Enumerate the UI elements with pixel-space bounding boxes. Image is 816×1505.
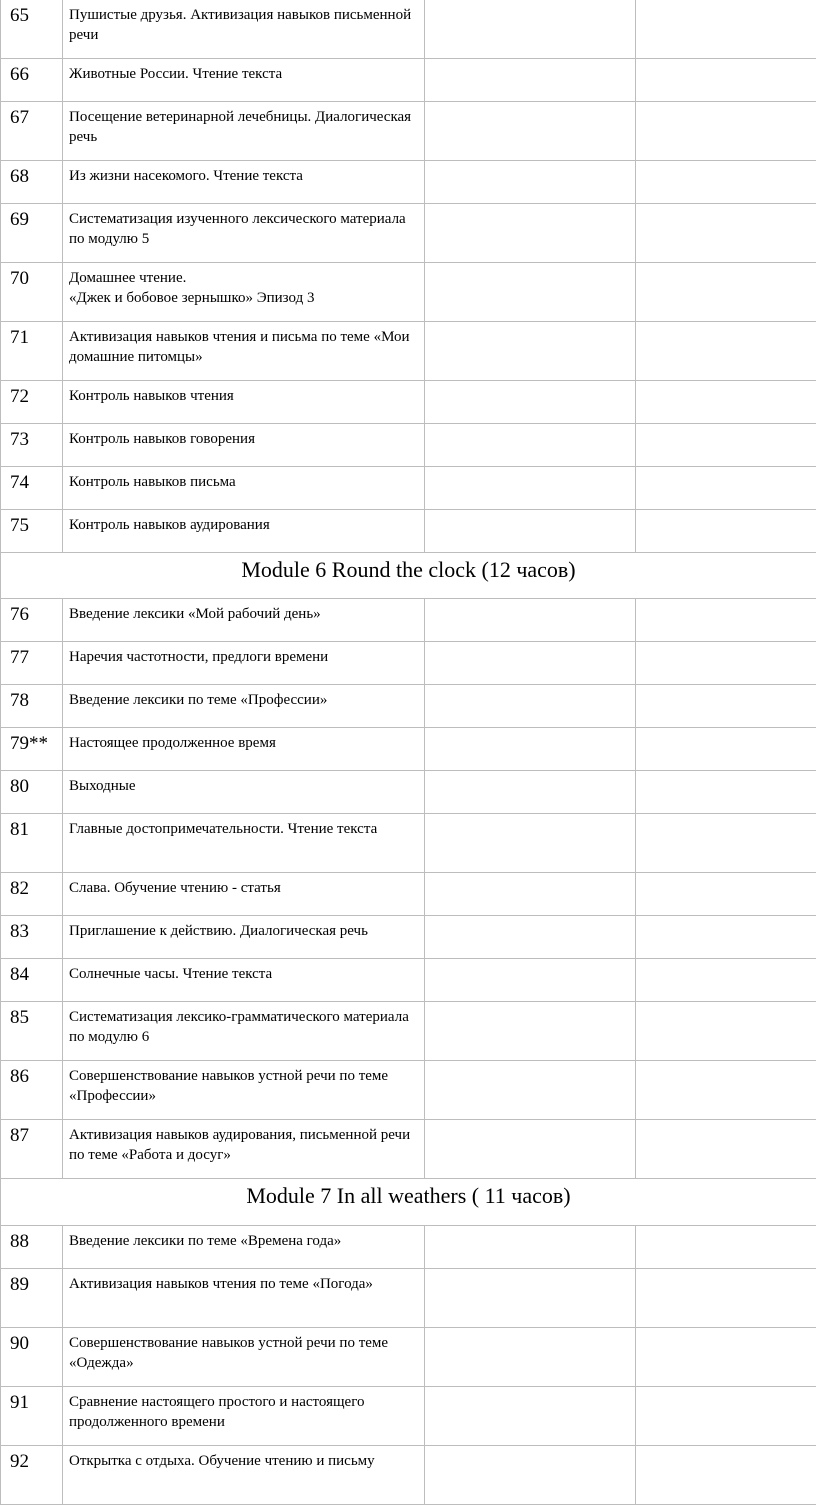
lesson-topic: Введение лексики по теме «Профессии»: [63, 685, 425, 728]
lesson-empty-cell: [636, 685, 816, 728]
lesson-topic: Пушистые друзья. Активизация навыков письменной речи: [63, 0, 425, 59]
lesson-row: [1, 204, 816, 263]
lesson-number: 78: [1, 685, 63, 728]
lesson-empty-cell: [636, 322, 816, 381]
lesson-row: [1, 599, 816, 642]
lesson-topic: Систематизация изученного лексического материала по модулю 5: [63, 204, 425, 263]
lesson-empty-cell: [636, 1120, 816, 1179]
lesson-row: [1, 322, 816, 381]
lesson-row: [1, 1387, 816, 1446]
lesson-empty-cell: [636, 959, 816, 1002]
lesson-empty-cell: [636, 102, 816, 161]
lesson-topic: Приглашение к действию. Диалогическая речь: [63, 916, 425, 959]
lesson-topic: Выходные: [63, 771, 425, 814]
lesson-topic: Главные достопримечательности. Чтение текста: [63, 814, 425, 873]
lesson-empty-cell: [636, 1226, 816, 1269]
lesson-topic: Животные России. Чтение текста: [63, 59, 425, 102]
lesson-empty-cell: [425, 424, 636, 467]
lesson-row: [1, 263, 816, 322]
lesson-topic: Введение лексики «Мой рабочий день»: [63, 599, 425, 642]
lesson-empty-cell: [425, 263, 636, 322]
lesson-number: 76: [1, 599, 63, 642]
lesson-number: 74: [1, 467, 63, 510]
lesson-topic: Введение лексики по теме «Времена года»: [63, 1226, 425, 1269]
lesson-row: [1, 728, 816, 771]
lesson-empty-cell: [425, 1002, 636, 1061]
lesson-row: [1, 424, 816, 467]
lesson-empty-cell: [425, 728, 636, 771]
lesson-topic: Активизация навыков чтения и письма по теме «Мои домашние питомцы»: [63, 322, 425, 381]
lesson-empty-cell: [636, 1328, 816, 1387]
lesson-empty-cell: [425, 467, 636, 510]
lesson-topic: Наречия частотности, предлоги времени: [63, 642, 425, 685]
lesson-number: 81: [1, 814, 63, 873]
lesson-row: [1, 0, 816, 59]
lesson-number: 65: [1, 0, 63, 59]
lesson-row: [1, 510, 816, 553]
lesson-empty-cell: [636, 161, 816, 204]
lesson-number: 89: [1, 1269, 63, 1328]
lesson-number: 87: [1, 1120, 63, 1179]
lesson-row: [1, 642, 816, 685]
lesson-row: [1, 381, 816, 424]
lesson-number: 83: [1, 916, 63, 959]
lesson-empty-cell: [425, 1269, 636, 1328]
lesson-empty-cell: [636, 381, 816, 424]
lesson-number: 79**: [1, 728, 63, 771]
lesson-empty-cell: [425, 685, 636, 728]
lesson-topic: Активизация навыков чтения по теме «Погода»: [63, 1269, 425, 1328]
lesson-empty-cell: [636, 1061, 816, 1120]
lesson-empty-cell: [425, 59, 636, 102]
lesson-empty-cell: [425, 381, 636, 424]
lesson-number: 73: [1, 424, 63, 467]
lesson-row: [1, 814, 816, 873]
lesson-empty-cell: [425, 0, 636, 59]
lesson-empty-cell: [636, 1002, 816, 1061]
lesson-row: [1, 102, 816, 161]
lesson-empty-cell: [636, 59, 816, 102]
lesson-row: [1, 916, 816, 959]
lesson-empty-cell: [636, 916, 816, 959]
lesson-empty-cell: [425, 1120, 636, 1179]
lesson-row: [1, 959, 816, 1002]
lesson-number: 92: [1, 1446, 63, 1505]
lesson-number: 71: [1, 322, 63, 381]
lesson-number: 88: [1, 1226, 63, 1269]
lesson-topic: Из жизни насекомого. Чтение текста: [63, 161, 425, 204]
module-7-header-row: [1, 1179, 816, 1226]
lesson-number: 85: [1, 1002, 63, 1061]
lesson-topic: Контроль навыков письма: [63, 467, 425, 510]
lesson-number: 82: [1, 873, 63, 916]
lesson-number: 80: [1, 771, 63, 814]
lesson-empty-cell: [425, 322, 636, 381]
lesson-number: 70: [1, 263, 63, 322]
lesson-topic: Посещение ветеринарной лечебницы. Диалогическая речь: [63, 102, 425, 161]
lesson-topic: Контроль навыков чтения: [63, 381, 425, 424]
lesson-empty-cell: [636, 0, 816, 59]
lesson-topic: Активизация навыков аудирования, письменной речи по теме «Работа и досуг»: [63, 1120, 425, 1179]
lesson-number: 69: [1, 204, 63, 263]
lesson-empty-cell: [636, 510, 816, 553]
lesson-empty-cell: [425, 204, 636, 263]
lesson-topic: Слава. Обучение чтению - статья: [63, 873, 425, 916]
lesson-row: [1, 1120, 816, 1179]
lesson-empty-cell: [425, 916, 636, 959]
lesson-empty-cell: [636, 814, 816, 873]
lesson-number: 84: [1, 959, 63, 1002]
lesson-empty-cell: [636, 771, 816, 814]
lesson-row: [1, 1061, 816, 1120]
lesson-empty-cell: [425, 599, 636, 642]
lesson-empty-cell: [425, 1061, 636, 1120]
lesson-empty-cell: [636, 642, 816, 685]
lesson-empty-cell: [425, 102, 636, 161]
lesson-empty-cell: [425, 642, 636, 685]
lesson-row: [1, 1226, 816, 1269]
lesson-number: 72: [1, 381, 63, 424]
lesson-empty-cell: [636, 1387, 816, 1446]
lesson-empty-cell: [425, 1328, 636, 1387]
lesson-empty-cell: [425, 1446, 636, 1505]
lesson-empty-cell: [425, 161, 636, 204]
lesson-row: [1, 873, 816, 916]
lesson-empty-cell: [636, 599, 816, 642]
lesson-topic: Систематизация лексико-грамматического материала по модулю 6: [63, 1002, 425, 1061]
lesson-empty-cell: [636, 204, 816, 263]
lesson-number: 77: [1, 642, 63, 685]
lesson-row: [1, 1002, 816, 1061]
lesson-empty-cell: [425, 1226, 636, 1269]
lesson-empty-cell: [425, 1387, 636, 1446]
lesson-topic: Открытка с отдыха. Обучение чтению и письму: [63, 1446, 425, 1505]
lesson-empty-cell: [425, 510, 636, 553]
lesson-number: 68: [1, 161, 63, 204]
lesson-empty-cell: [636, 424, 816, 467]
lesson-empty-cell: [636, 1269, 816, 1328]
lesson-row: [1, 1328, 816, 1387]
lesson-topic: Совершенствование навыков устной речи по теме «Одежда»: [63, 1328, 425, 1387]
lesson-number: 66: [1, 59, 63, 102]
lesson-topic: Совершенствование навыков устной речи по теме «Профессии»: [63, 1061, 425, 1120]
lesson-topic: Солнечные часы. Чтение текста: [63, 959, 425, 1002]
lesson-number: 86: [1, 1061, 63, 1120]
lesson-number: 75: [1, 510, 63, 553]
lesson-empty-cell: [425, 814, 636, 873]
module-6-title: Module 6 Round the clock (12 часов): [1, 553, 816, 599]
lesson-number: 90: [1, 1328, 63, 1387]
lesson-empty-cell: [636, 467, 816, 510]
lesson-empty-cell: [636, 1446, 816, 1505]
module-7-title: Module 7 In all weathers ( 11 часов): [1, 1179, 816, 1226]
lesson-row: [1, 161, 816, 204]
lesson-row: [1, 685, 816, 728]
lesson-empty-cell: [636, 873, 816, 916]
lesson-row: [1, 1269, 816, 1328]
lesson-topic: Контроль навыков аудирования: [63, 510, 425, 553]
lesson-topic: Настоящее продолженное время: [63, 728, 425, 771]
lesson-row: [1, 771, 816, 814]
lesson-row: [1, 467, 816, 510]
module-6-header-row: [1, 553, 816, 599]
lesson-empty-cell: [425, 873, 636, 916]
lesson-number: 91: [1, 1387, 63, 1446]
lesson-empty-cell: [425, 771, 636, 814]
lesson-topic: Сравнение настоящего простого и настоящего продолженного времени: [63, 1387, 425, 1446]
lesson-row: [1, 59, 816, 102]
lesson-plan-body: [1, 0, 816, 1505]
lesson-row: [1, 1446, 816, 1505]
lesson-empty-cell: [636, 728, 816, 771]
lesson-topic: Домашнее чтение. «Джек и бобовое зернышко» Эпизод 3: [63, 263, 425, 322]
lesson-empty-cell: [425, 959, 636, 1002]
lesson-number: 67: [1, 102, 63, 161]
lesson-topic: Контроль навыков говорения: [63, 424, 425, 467]
lesson-empty-cell: [636, 263, 816, 322]
